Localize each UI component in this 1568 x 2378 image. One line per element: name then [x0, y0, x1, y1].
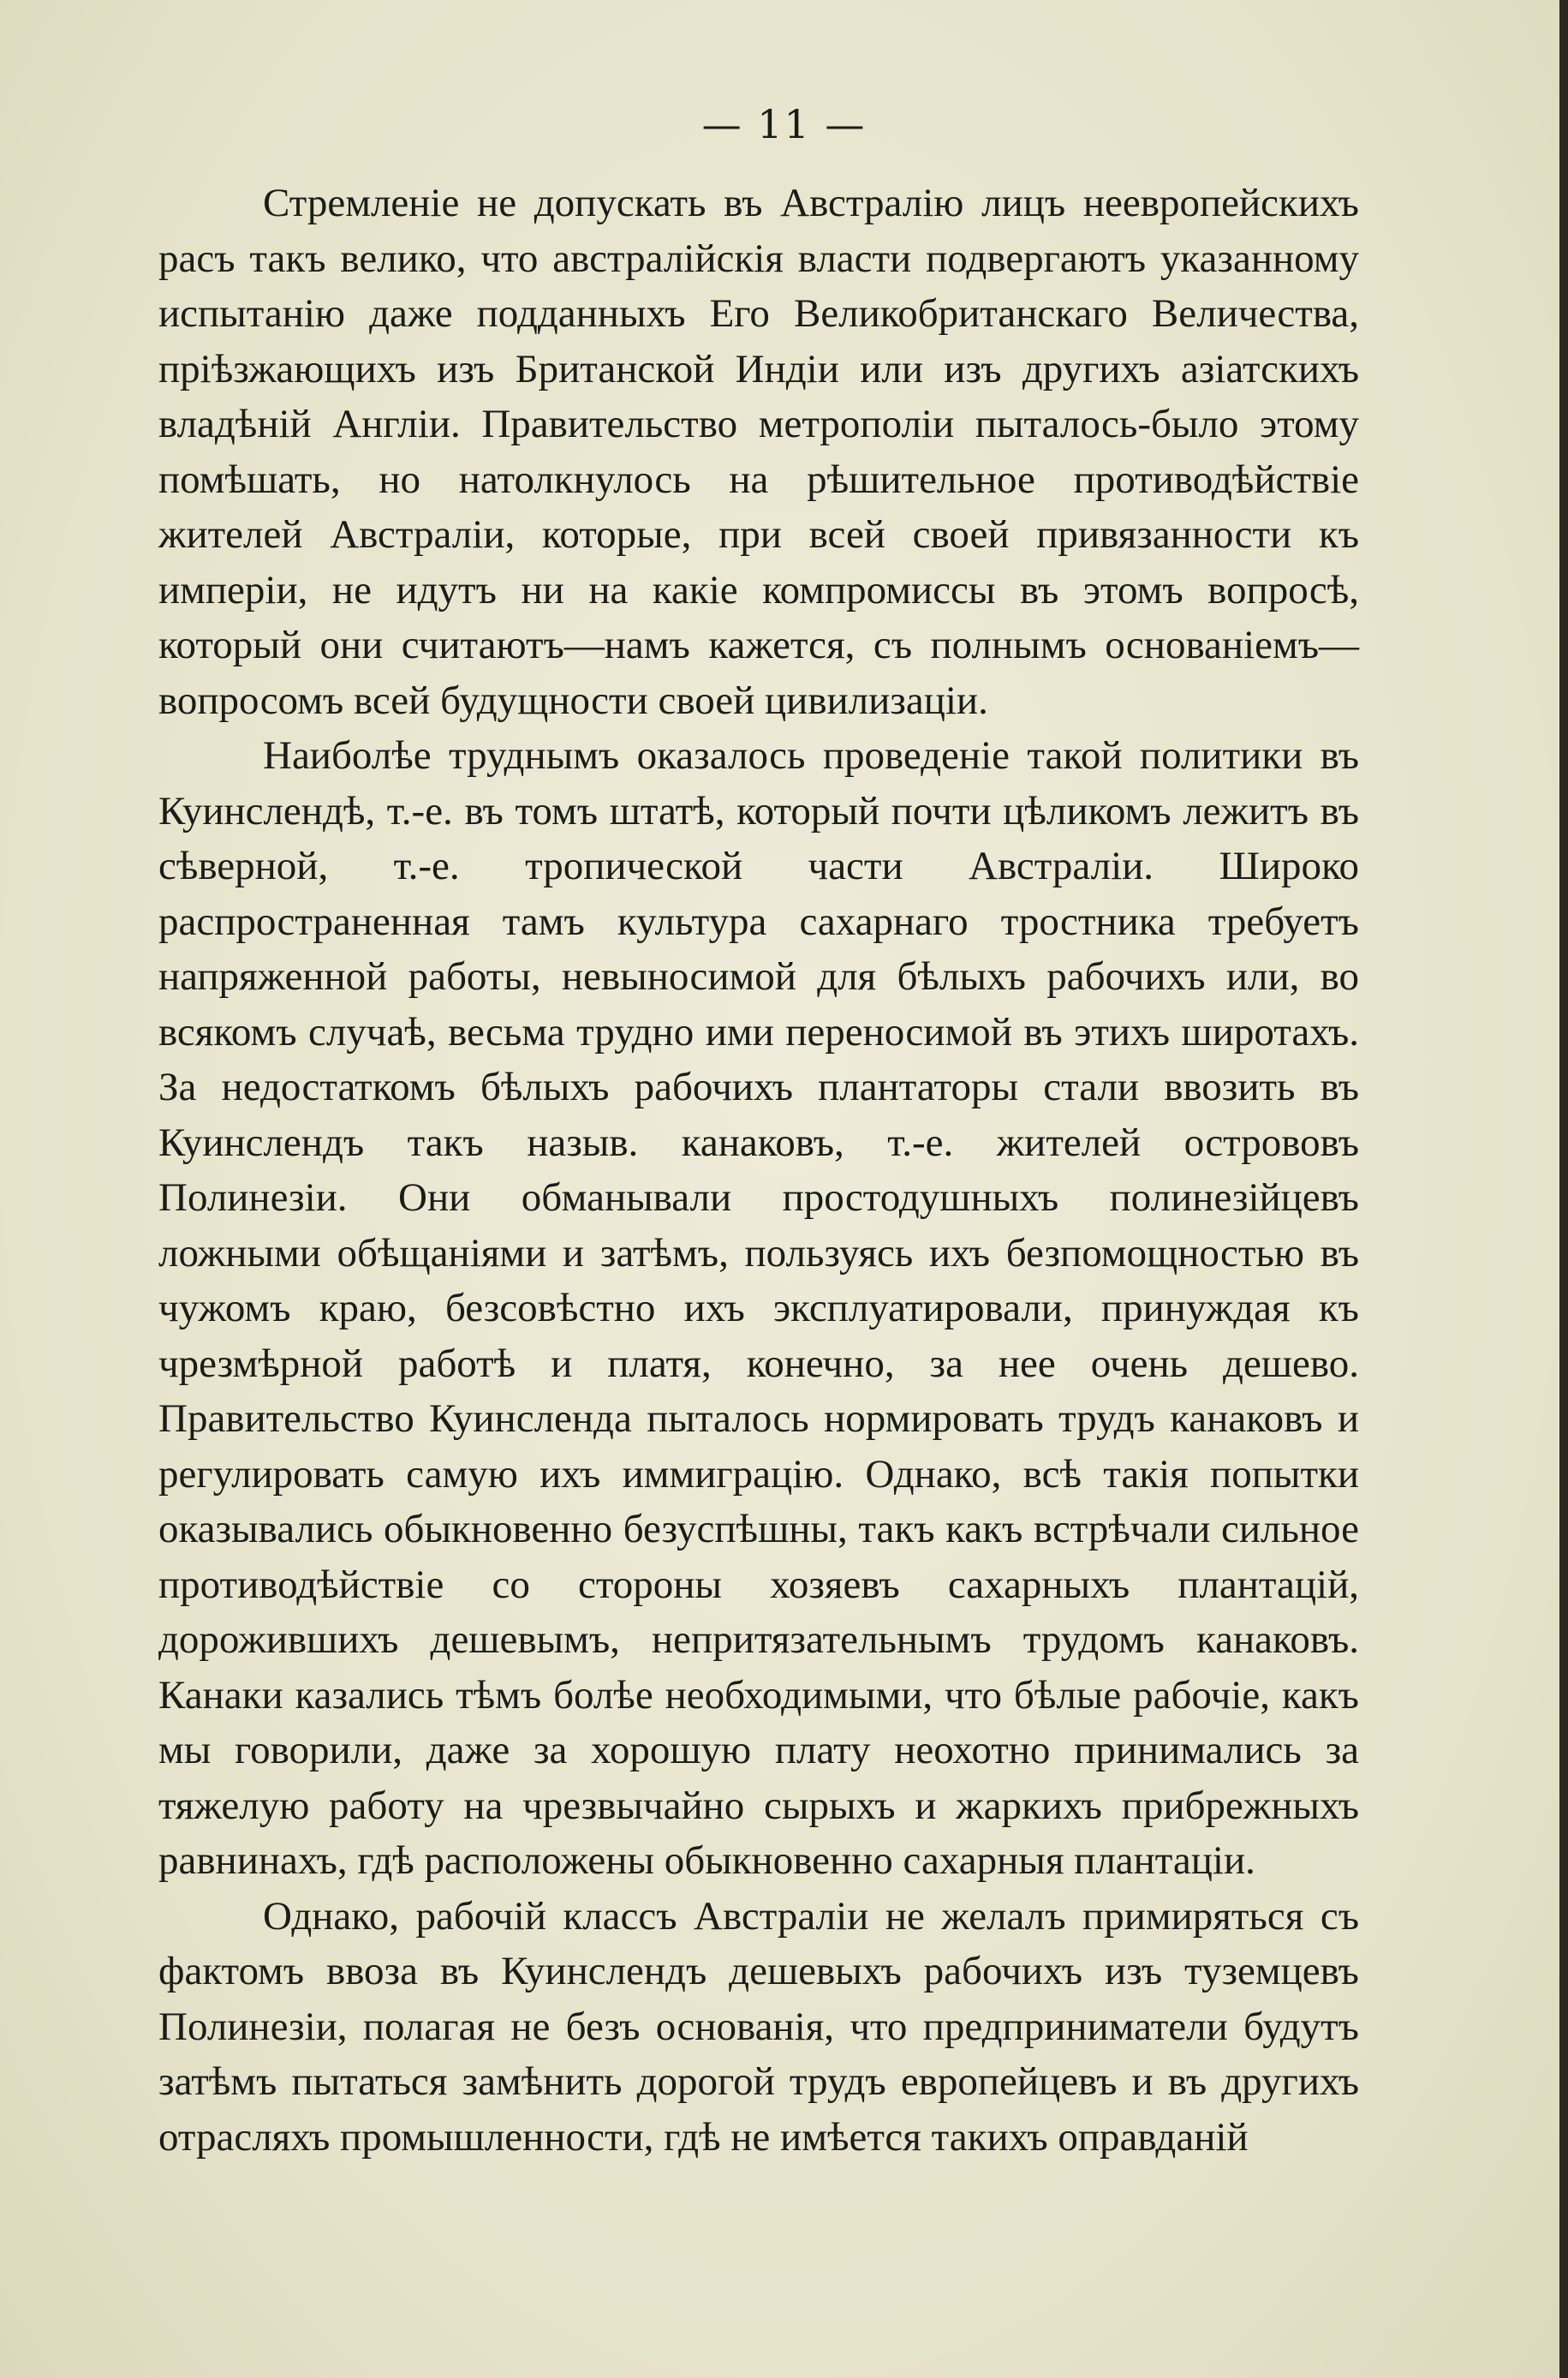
- paragraph-1: Стремленіе не допускать въ Австралію лицъ неевропейскихъ расъ такъ велико, что австралійскія власти подвергаютъ указанному испытанію даже подданныхъ Его Великобританскаго Величества, пріѣзжающихъ изъ Британской Индіи или изъ другихъ азіатскихъ владѣній Англіи. Правительство метрополіи пыталось-было этому помѣшать, но натолкнулось на рѣшительное противодѣйствіе жителей Австраліи, которые, при всей своей привязанности къ имперіи, не идутъ ни на какіе компромиссы въ этомъ вопросѣ, который они считаютъ—намъ кажется, съ полнымъ основаніемъ—вопросомъ всей будущности своей цивилизаціи.: [158, 181, 1359, 723]
- page-number: — 11 —: [701, 101, 867, 147]
- body-text: [158, 176, 1359, 2165]
- page-edge-shadow: [1559, 0, 1568, 2378]
- paragraph-3: Однако, рабочій классъ Австраліи не желалъ примиряться съ фактомъ ввоза въ Куинслендъ дешевыхъ рабочихъ изъ туземцевъ Полинезіи, полагая не безъ основанія, что предприниматели будутъ затѣмъ пытаться замѣнить дорогой трудъ европейцевъ и въ другихъ отрасляхъ промышленности, гдѣ не имѣется такихъ оправданій: [158, 1893, 1359, 2160]
- paragraph-2: Наиболѣе труднымъ оказалось проведеніе такой политики въ Куинслендѣ, т.-е. въ томъ штатѣ, который почти цѣликомъ лежитъ въ сѣверной, т.-е. тропической части Австраліи. Широко распространенная тамъ культура сахарнаго тростника требуетъ напряженной работы, невыносимой для бѣлыхъ рабочихъ или, во всякомъ случаѣ, весьма трудно ими переносимой въ этихъ широтахъ. За недостаткомъ бѣлыхъ рабочихъ плантаторы стали ввозить въ Куинслендъ такъ назыв. канаковъ, т.-е. жителей острововъ Полинезіи. Они обманывали простодушныхъ полинезійцевъ ложными обѣщаніями и затѣмъ, пользуясь ихъ безпомощностью въ чужомъ краю, безсовѣстно ихъ эксплуатировали, принуждая къ чрезмѣрной работѣ и платя, конечно, за нее очень дешево. Правительство Куинсленда пыталось нормировать трудъ канаковъ и регулировать самую ихъ иммиграцію. Однако, всѣ такія попытки оказывались обыкновенно безуспѣшны, такъ какъ встрѣчали сильное противодѣйствіе со стороны хозяевъ сахарныхъ плантацій, дорожившихъ дешевымъ, непритязательнымъ трудомъ канаковъ. Канаки казались тѣмъ болѣе необходимыми, что бѣлые рабочіе, какъ мы говорили, даже за хорошую плату неохотно принимались за тяжелую работу на чрезвычайно сырыхъ и жаркихъ прибрежныхъ равнинахъ, гдѣ расположены обыкновенно сахарныя плантаціи.: [158, 733, 1359, 1883]
